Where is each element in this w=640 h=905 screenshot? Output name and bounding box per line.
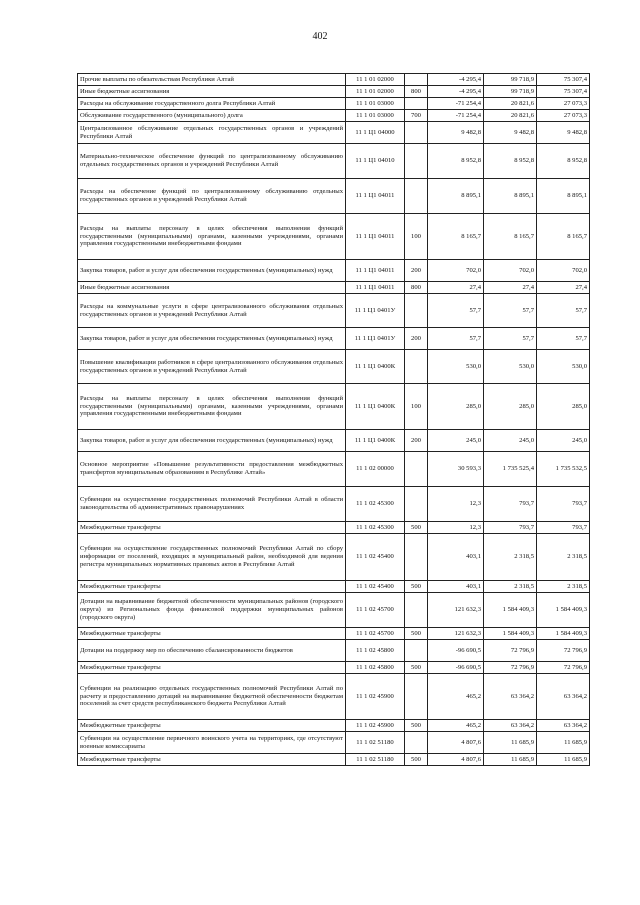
amount-year-3-cell: 1 584 409,3	[537, 628, 590, 640]
amount-year-3-cell: 11 685,9	[537, 754, 590, 766]
amount-change-cell: 4 807,6	[428, 754, 484, 766]
amount-change-cell: 8 952,8	[428, 144, 484, 179]
target-article-code-cell: 11 1 02 45300	[346, 522, 405, 534]
amount-year-3-cell: 285,0	[537, 384, 590, 430]
amount-change-cell: 530,0	[428, 350, 484, 384]
target-article-code-cell: 11 1 02 45800	[346, 640, 405, 662]
budget-table-body	[78, 74, 590, 766]
amount-year-2-cell: 1 584 409,3	[484, 593, 537, 628]
amount-change-cell: 9 482,8	[428, 122, 484, 144]
amount-year-2-cell: 63 364,2	[484, 674, 537, 720]
expense-type-code-cell: 700	[405, 110, 428, 122]
target-article-code-cell: 11 1 Ц1 0400К	[346, 350, 405, 384]
expense-type-code-cell: 200	[405, 260, 428, 282]
amount-change-cell: 245,0	[428, 430, 484, 452]
table-row	[78, 110, 590, 122]
table-row	[78, 628, 590, 640]
expense-type-code-cell: 100	[405, 384, 428, 430]
amount-change-cell: -96 690,5	[428, 640, 484, 662]
expense-type-code-cell	[405, 674, 428, 720]
target-article-code-cell: 11 1 Ц1 04011	[346, 282, 405, 294]
target-article-code-cell: 11 1 Ц1 04011	[346, 260, 405, 282]
table-row	[78, 384, 590, 430]
amount-year-2-cell: 530,0	[484, 350, 537, 384]
amount-change-cell: 465,2	[428, 674, 484, 720]
expense-type-code-cell	[405, 294, 428, 328]
amount-change-cell: 121 632,3	[428, 593, 484, 628]
row-name-cell: Расходы на выплаты персоналу в целях обеспечения выполнения функций государственными (муниципальными) органами, казенными учреждениями, органами управления государственными внебюджетными фондами	[78, 384, 346, 430]
amount-change-cell: -4 295,4	[428, 86, 484, 98]
row-name-cell: Межбюджетные трансферты	[78, 754, 346, 766]
amount-year-3-cell: 63 364,2	[537, 720, 590, 732]
amount-change-cell: 27,4	[428, 282, 484, 294]
amount-change-cell: 12,3	[428, 487, 484, 522]
target-article-code-cell: 11 1 02 45700	[346, 593, 405, 628]
expense-type-code-cell	[405, 452, 428, 487]
target-article-code-cell: 11 1 02 51180	[346, 732, 405, 754]
expense-type-code-cell	[405, 732, 428, 754]
table-row	[78, 640, 590, 662]
expense-type-code-cell	[405, 487, 428, 522]
expense-type-code-cell: 500	[405, 720, 428, 732]
amount-year-3-cell: 75 307,4	[537, 74, 590, 86]
amount-year-3-cell: 72 796,9	[537, 662, 590, 674]
amount-year-2-cell: 72 796,9	[484, 640, 537, 662]
amount-year-2-cell: 2 318,5	[484, 534, 537, 581]
amount-change-cell: 285,0	[428, 384, 484, 430]
table-row	[78, 282, 590, 294]
expense-type-code-cell: 100	[405, 214, 428, 260]
target-article-code-cell: 11 1 Ц1 04010	[346, 144, 405, 179]
table-row	[78, 720, 590, 732]
table-row	[78, 179, 590, 214]
amount-year-2-cell: 1 735 525,4	[484, 452, 537, 487]
row-name-cell: Субвенции на реализацию отдельных государственных полномочий Республики Алтай по расчету и предоставлению дотаций на выравнивание бюджетной обеспеченности бюджетам поселений за счет средств республиканского бюджета Республики Алтай	[78, 674, 346, 720]
amount-change-cell: -4 295,4	[428, 74, 484, 86]
amount-year-2-cell: 793,7	[484, 522, 537, 534]
amount-year-2-cell: 8 895,1	[484, 179, 537, 214]
amount-year-2-cell: 11 685,9	[484, 732, 537, 754]
amount-change-cell: 30 593,3	[428, 452, 484, 487]
target-article-code-cell: 11 1 02 45900	[346, 720, 405, 732]
amount-year-2-cell: 63 364,2	[484, 720, 537, 732]
amount-change-cell: 12,3	[428, 522, 484, 534]
table-row	[78, 534, 590, 581]
amount-year-2-cell: 793,7	[484, 487, 537, 522]
amount-year-3-cell: 72 796,9	[537, 640, 590, 662]
target-article-code-cell: 11 1 Ц1 04011	[346, 214, 405, 260]
table-row	[78, 754, 590, 766]
amount-year-2-cell: 8 165,7	[484, 214, 537, 260]
row-name-cell: Межбюджетные трансферты	[78, 581, 346, 593]
target-article-code-cell: 11 1 01 02000	[346, 74, 405, 86]
amount-change-cell: 57,7	[428, 328, 484, 350]
amount-year-3-cell: 8 165,7	[537, 214, 590, 260]
row-name-cell: Закупка товаров, работ и услуг для обеспечения государственных (муниципальных) нужд	[78, 260, 346, 282]
expense-type-code-cell	[405, 144, 428, 179]
amount-year-3-cell: 793,7	[537, 487, 590, 522]
expense-type-code-cell: 500	[405, 522, 428, 534]
amount-year-2-cell: 57,7	[484, 294, 537, 328]
amount-change-cell: -71 254,4	[428, 98, 484, 110]
amount-year-2-cell: 72 796,9	[484, 662, 537, 674]
amount-year-2-cell: 11 685,9	[484, 754, 537, 766]
amount-change-cell: -96 690,5	[428, 662, 484, 674]
target-article-code-cell: 11 1 01 03000	[346, 98, 405, 110]
table-row	[78, 144, 590, 179]
amount-year-2-cell: 702,0	[484, 260, 537, 282]
amount-year-3-cell: 27,4	[537, 282, 590, 294]
expense-type-code-cell	[405, 534, 428, 581]
amount-year-3-cell: 530,0	[537, 350, 590, 384]
target-article-code-cell: 11 1 02 45900	[346, 674, 405, 720]
target-article-code-cell: 11 1 Ц1 0401У	[346, 328, 405, 350]
expense-type-code-cell	[405, 179, 428, 214]
table-row	[78, 260, 590, 282]
table-row	[78, 122, 590, 144]
target-article-code-cell: 11 1 Ц1 0400К	[346, 430, 405, 452]
amount-year-2-cell: 285,0	[484, 384, 537, 430]
amount-year-3-cell: 75 307,4	[537, 86, 590, 98]
target-article-code-cell: 11 1 01 03000	[346, 110, 405, 122]
table-row	[78, 581, 590, 593]
expense-type-code-cell	[405, 98, 428, 110]
amount-year-2-cell: 57,7	[484, 328, 537, 350]
expense-type-code-cell	[405, 350, 428, 384]
row-name-cell: Обслуживание государственного (муниципального) долга	[78, 110, 346, 122]
amount-year-3-cell: 793,7	[537, 522, 590, 534]
amount-year-3-cell: 8 895,1	[537, 179, 590, 214]
expense-type-code-cell: 500	[405, 662, 428, 674]
amount-year-3-cell: 245,0	[537, 430, 590, 452]
table-row	[78, 74, 590, 86]
amount-year-3-cell: 9 482,8	[537, 122, 590, 144]
table-row	[78, 98, 590, 110]
row-name-cell: Дотации на выравнивание бюджетной обеспеченности муниципальных районов (городского округа) из Региональных фонда финансовой поддержки муниципальных районов (городского округа)	[78, 593, 346, 628]
target-article-code-cell: 11 1 Ц1 04011	[346, 179, 405, 214]
target-article-code-cell: 11 1 02 45300	[346, 487, 405, 522]
amount-year-2-cell: 2 318,5	[484, 581, 537, 593]
row-name-cell: Повышение квалификации работников в сфере централизованного обслуживания отдельных государственных органов и учреждений Республики Алтай	[78, 350, 346, 384]
amount-year-2-cell: 99 718,9	[484, 86, 537, 98]
row-name-cell: Межбюджетные трансферты	[78, 662, 346, 674]
amount-year-3-cell: 1 584 409,3	[537, 593, 590, 628]
table-row	[78, 86, 590, 98]
row-name-cell: Основное мероприятие «Повышение результативности предоставления межбюджетных трансфертов муниципальным образованиям в Республике Алтай»	[78, 452, 346, 487]
row-name-cell: Субвенции на осуществление государственных полномочий Республики Алтай по сбору информации от поселений, входящих в муниципальный район, необходимой для ведения регистра муниципальных нормативных правовых актов в Республике Алтай	[78, 534, 346, 581]
row-name-cell: Субвенции на осуществление первичного воинского учета на территориях, где отсутствуют военные комиссариаты	[78, 732, 346, 754]
amount-change-cell: 57,7	[428, 294, 484, 328]
table-row	[78, 430, 590, 452]
target-article-code-cell: 11 1 Ц1 0401У	[346, 294, 405, 328]
row-name-cell: Межбюджетные трансферты	[78, 720, 346, 732]
target-article-code-cell: 11 1 01 02000	[346, 86, 405, 98]
expense-type-code-cell	[405, 593, 428, 628]
table-row	[78, 662, 590, 674]
row-name-cell: Расходы на коммунальные услуги в сфере централизованного обслуживания отдельных государственных органов и учреждений Республики Алтай	[78, 294, 346, 328]
amount-change-cell: 403,1	[428, 534, 484, 581]
amount-year-3-cell: 702,0	[537, 260, 590, 282]
expense-type-code-cell	[405, 640, 428, 662]
row-name-cell: Закупка товаров, работ и услуг для обеспечения государственных (муниципальных) нужд	[78, 430, 346, 452]
row-name-cell: Субвенции на осуществление государственных полномочий Республики Алтай в области законодательства об административных правонарушениях	[78, 487, 346, 522]
amount-change-cell: 403,1	[428, 581, 484, 593]
table-row	[78, 214, 590, 260]
row-name-cell: Материально-техническое обеспечение функций по централизованному обслуживанию отдельных государственных органов и учреждений Республики Алтай	[78, 144, 346, 179]
target-article-code-cell: 11 1 02 00000	[346, 452, 405, 487]
amount-year-3-cell: 1 735 532,5	[537, 452, 590, 487]
amount-year-3-cell: 57,7	[537, 294, 590, 328]
amount-year-3-cell: 11 685,9	[537, 732, 590, 754]
target-article-code-cell: 11 1 02 45400	[346, 534, 405, 581]
amount-year-2-cell: 1 584 409,3	[484, 628, 537, 640]
amount-year-2-cell: 20 821,6	[484, 98, 537, 110]
amount-change-cell: 121 632,3	[428, 628, 484, 640]
table-row	[78, 487, 590, 522]
amount-year-2-cell: 9 482,8	[484, 122, 537, 144]
amount-change-cell: -71 254,4	[428, 110, 484, 122]
row-name-cell: Иные бюджетные ассигнования	[78, 282, 346, 294]
amount-year-2-cell: 99 718,9	[484, 74, 537, 86]
table-row	[78, 522, 590, 534]
row-name-cell: Межбюджетные трансферты	[78, 522, 346, 534]
expense-type-code-cell: 200	[405, 430, 428, 452]
target-article-code-cell: 11 1 Ц1 04000	[346, 122, 405, 144]
expense-type-code-cell	[405, 122, 428, 144]
amount-year-3-cell: 2 318,5	[537, 581, 590, 593]
table-row	[78, 732, 590, 754]
amount-change-cell: 8 895,1	[428, 179, 484, 214]
amount-year-2-cell: 27,4	[484, 282, 537, 294]
table-row	[78, 350, 590, 384]
row-name-cell: Централизованное обслуживание отдельных государственных органов и учреждений Республики Алтай	[78, 122, 346, 144]
target-article-code-cell: 11 1 02 45800	[346, 662, 405, 674]
amount-year-2-cell: 20 821,6	[484, 110, 537, 122]
table-row	[78, 328, 590, 350]
amount-change-cell: 8 165,7	[428, 214, 484, 260]
amount-change-cell: 465,2	[428, 720, 484, 732]
page-number: 402	[312, 31, 328, 42]
target-article-code-cell: 11 1 02 45700	[346, 628, 405, 640]
expense-type-code-cell: 200	[405, 328, 428, 350]
table-row	[78, 294, 590, 328]
row-name-cell: Расходы на обслуживание государственного долга Республики Алтай	[78, 98, 346, 110]
amount-change-cell: 4 807,6	[428, 732, 484, 754]
row-name-cell: Иные бюджетные ассигнования	[78, 86, 346, 98]
row-name-cell: Расходы на выплаты персоналу в целях обеспечения выполнения функций государственными (муниципальными) органами, казенными учреждениями, органами управления государственными внебюджетными фондами	[78, 214, 346, 260]
budget-table	[77, 73, 590, 766]
amount-year-3-cell: 27 073,3	[537, 98, 590, 110]
amount-year-2-cell: 8 952,8	[484, 144, 537, 179]
row-name-cell: Дотации на поддержку мер по обеспечению сбалансированности бюджетов	[78, 640, 346, 662]
expense-type-code-cell	[405, 74, 428, 86]
target-article-code-cell: 11 1 02 51180	[346, 754, 405, 766]
expense-type-code-cell: 500	[405, 581, 428, 593]
table-row	[78, 674, 590, 720]
amount-year-3-cell: 63 364,2	[537, 674, 590, 720]
table-row	[78, 452, 590, 487]
row-name-cell: Межбюджетные трансферты	[78, 628, 346, 640]
expense-type-code-cell: 800	[405, 282, 428, 294]
amount-year-3-cell: 8 952,8	[537, 144, 590, 179]
target-article-code-cell: 11 1 02 45400	[346, 581, 405, 593]
table-row	[78, 593, 590, 628]
amount-year-3-cell: 2 318,5	[537, 534, 590, 581]
expense-type-code-cell: 800	[405, 86, 428, 98]
amount-year-3-cell: 27 073,3	[537, 110, 590, 122]
row-name-cell: Прочие выплаты по обязательствам Республики Алтай	[78, 74, 346, 86]
target-article-code-cell: 11 1 Ц1 0400К	[346, 384, 405, 430]
amount-change-cell: 702,0	[428, 260, 484, 282]
expense-type-code-cell: 500	[405, 628, 428, 640]
row-name-cell: Расходы на обеспечение функций по централизованному обслуживанию отдельных государственных органов и учреждений Республики Алтай	[78, 179, 346, 214]
amount-year-2-cell: 245,0	[484, 430, 537, 452]
row-name-cell: Закупка товаров, работ и услуг для обеспечения государственных (муниципальных) нужд	[78, 328, 346, 350]
amount-year-3-cell: 57,7	[537, 328, 590, 350]
expense-type-code-cell: 500	[405, 754, 428, 766]
